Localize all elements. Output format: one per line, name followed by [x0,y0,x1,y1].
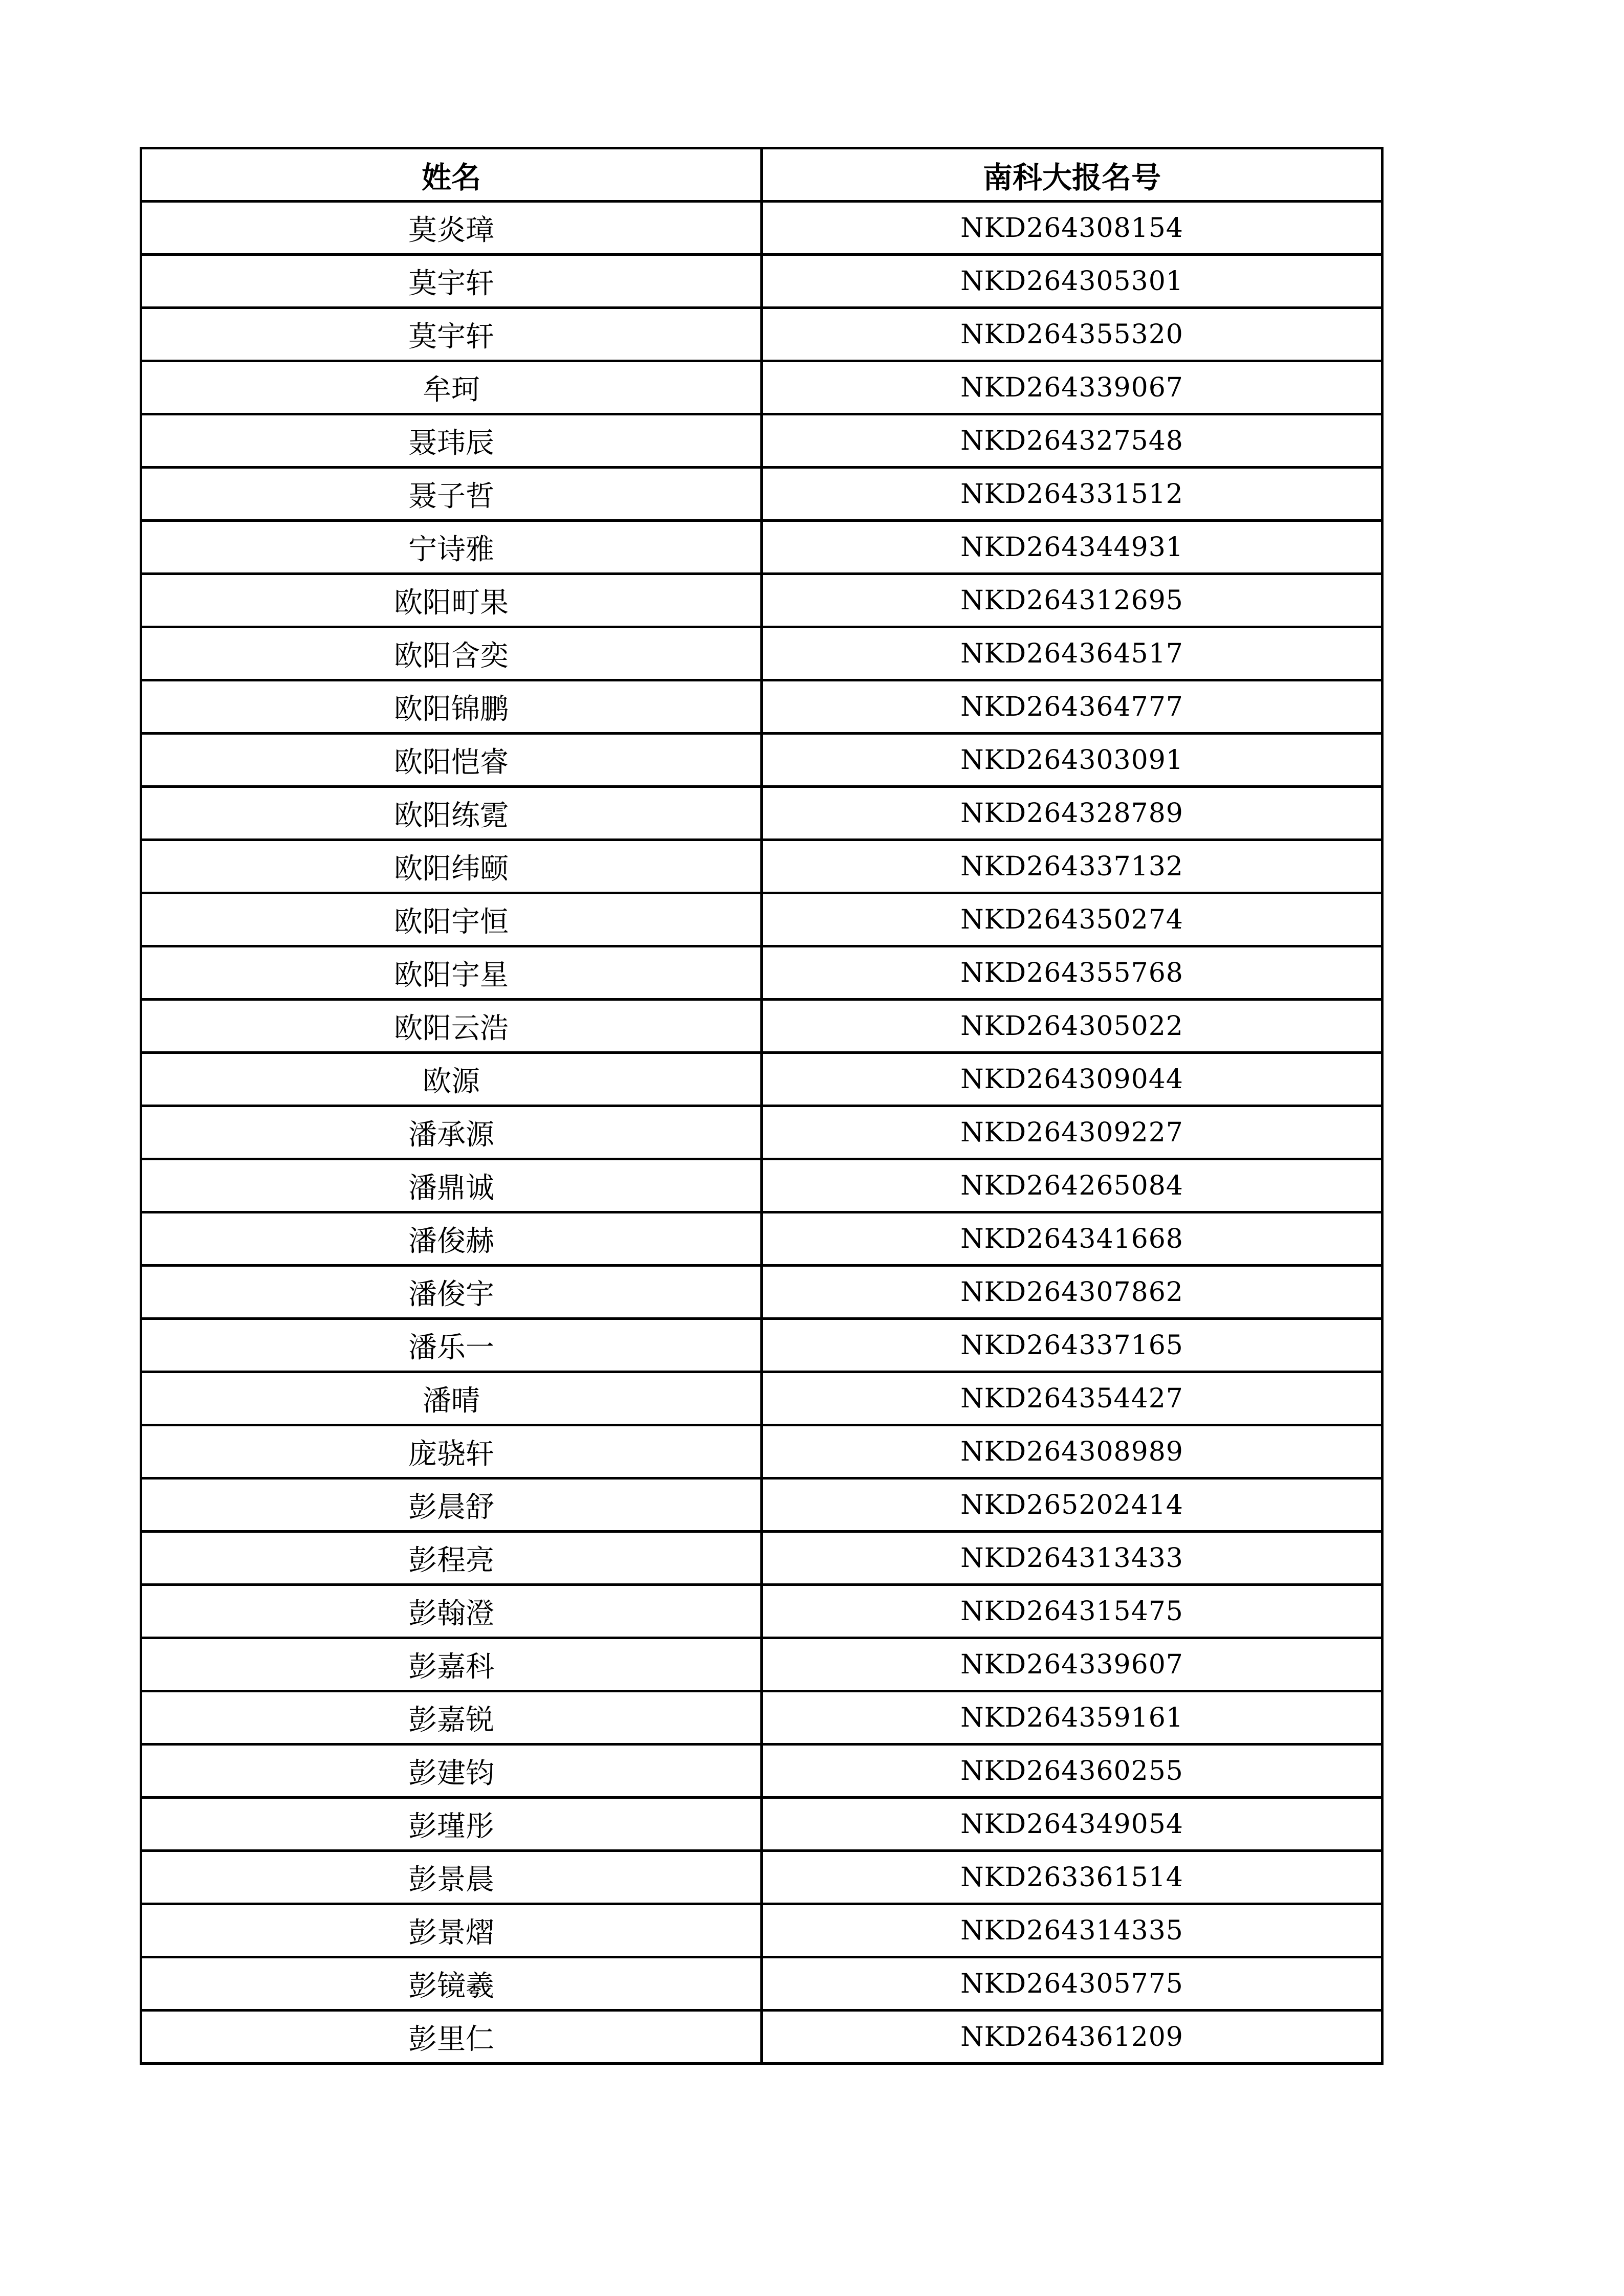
registration-id-cell: NKD264328789 [762,787,1382,840]
name-cell: 彭嘉科 [141,1638,762,1691]
name-cell: 欧阳宇恒 [141,893,762,946]
name-cell: 彭瑾彤 [141,1798,762,1851]
registration-id-cell: NKD264305775 [762,1957,1382,2011]
registration-id-cell: NKD264349054 [762,1798,1382,1851]
table-row [141,1904,1382,1957]
registration-id-cell: NKD264361209 [762,2011,1382,2064]
roster-table [140,147,1384,2065]
name-cell: 欧阳恺睿 [141,734,762,787]
table-row [141,1212,1382,1266]
registration-id-cell: NKD264312695 [762,574,1382,627]
table-row [141,1638,1382,1691]
name-cell: 牟珂 [141,361,762,414]
name-cell: 彭嘉锐 [141,1691,762,1745]
header-registration-id: 南科大报名号 [762,148,1382,202]
registration-id-cell: NKD264305022 [762,1000,1382,1053]
table-body [141,202,1382,2064]
name-cell: 彭镜羲 [141,1957,762,2011]
table-row [141,1532,1382,1585]
table-row [141,1106,1382,1159]
name-cell: 潘俊赫 [141,1212,762,1266]
name-cell: 欧源 [141,1053,762,1106]
registration-id-cell: NKD264331512 [762,468,1382,521]
table-row [141,840,1382,893]
name-cell: 潘乐一 [141,1319,762,1372]
name-cell: 彭翰澄 [141,1585,762,1638]
registration-id-cell: NKD264364517 [762,627,1382,680]
table-row [141,1798,1382,1851]
name-cell: 莫炎璋 [141,202,762,255]
registration-id-cell: NKD264303091 [762,734,1382,787]
table-row [141,255,1382,308]
registration-id-cell: NKD264360255 [762,1745,1382,1798]
table-row [141,361,1382,414]
name-cell: 欧阳云浩 [141,1000,762,1053]
table-row [141,1851,1382,1904]
table-row [141,468,1382,521]
name-cell: 宁诗雅 [141,521,762,574]
registration-id-cell: NKD264337132 [762,840,1382,893]
header-row [141,148,1382,202]
registration-id-cell: NKD264344931 [762,521,1382,574]
registration-id-cell: NKD264359161 [762,1691,1382,1745]
registration-id-cell: NKD264355320 [762,308,1382,361]
table-row [141,787,1382,840]
table-row [141,680,1382,734]
name-cell: 庞骁轩 [141,1425,762,1478]
name-cell: 莫宇轩 [141,308,762,361]
table-row [141,1372,1382,1425]
registration-id-cell: NKD264309227 [762,1106,1382,1159]
table-row [141,1266,1382,1319]
table-row [141,1691,1382,1745]
table-row [141,946,1382,1000]
table-row [141,414,1382,468]
registration-id-cell: NKD264339607 [762,1638,1382,1691]
name-cell: 潘承源 [141,1106,762,1159]
name-cell: 莫宇轩 [141,255,762,308]
name-cell: 潘鼎诚 [141,1159,762,1212]
registration-id-cell: NKD264313433 [762,1532,1382,1585]
name-cell: 欧阳纬颐 [141,840,762,893]
name-cell: 潘俊宇 [141,1266,762,1319]
name-cell: 欧阳锦鹏 [141,680,762,734]
name-cell: 彭景熠 [141,1904,762,1957]
registration-id-cell: NKD264314335 [762,1904,1382,1957]
table-row [141,1425,1382,1478]
registration-id-cell: NKD264308154 [762,202,1382,255]
table-row [141,308,1382,361]
table-row [141,627,1382,680]
name-cell: 聂玮辰 [141,414,762,468]
table-row [141,521,1382,574]
table-row [141,1000,1382,1053]
table-row [141,734,1382,787]
registration-id-cell: NKD264341668 [762,1212,1382,1266]
name-cell: 欧阳练霓 [141,787,762,840]
table-row [141,574,1382,627]
header-name: 姓名 [141,148,762,202]
name-cell: 欧阳宇星 [141,946,762,1000]
registration-id-cell: NKD264308989 [762,1425,1382,1478]
table-row [141,202,1382,255]
table-row [141,1319,1382,1372]
name-cell: 聂子哲 [141,468,762,521]
name-cell: 彭晨舒 [141,1478,762,1532]
name-cell: 彭程亮 [141,1532,762,1585]
registration-id-cell: NKD264315475 [762,1585,1382,1638]
table-row [141,1957,1382,2011]
registration-id-cell: NKD264337165 [762,1319,1382,1372]
registration-id-cell: NKD264355768 [762,946,1382,1000]
registration-id-cell: NKD264309044 [762,1053,1382,1106]
name-cell: 欧阳含奕 [141,627,762,680]
table-row [141,1478,1382,1532]
registration-id-cell: NKD264350274 [762,893,1382,946]
name-cell: 彭建钧 [141,1745,762,1798]
registration-id-cell: NKD264354427 [762,1372,1382,1425]
registration-id-cell: NKD264327548 [762,414,1382,468]
table-row [141,1745,1382,1798]
name-cell: 彭景晨 [141,1851,762,1904]
name-cell: 潘晴 [141,1372,762,1425]
name-cell: 彭里仁 [141,2011,762,2064]
registration-id-cell: NKD264339067 [762,361,1382,414]
name-cell: 欧阳町果 [141,574,762,627]
registration-id-cell: NKD264265084 [762,1159,1382,1212]
registration-id-cell: NKD264364777 [762,680,1382,734]
registration-id-cell: NKD264307862 [762,1266,1382,1319]
registration-id-cell: NKD263361514 [762,1851,1382,1904]
table-row [141,893,1382,946]
table-row [141,2011,1382,2064]
registration-id-cell: NKD265202414 [762,1478,1382,1532]
table-row [141,1585,1382,1638]
registration-id-cell: NKD264305301 [762,255,1382,308]
table-row [141,1159,1382,1212]
table-row [141,1053,1382,1106]
